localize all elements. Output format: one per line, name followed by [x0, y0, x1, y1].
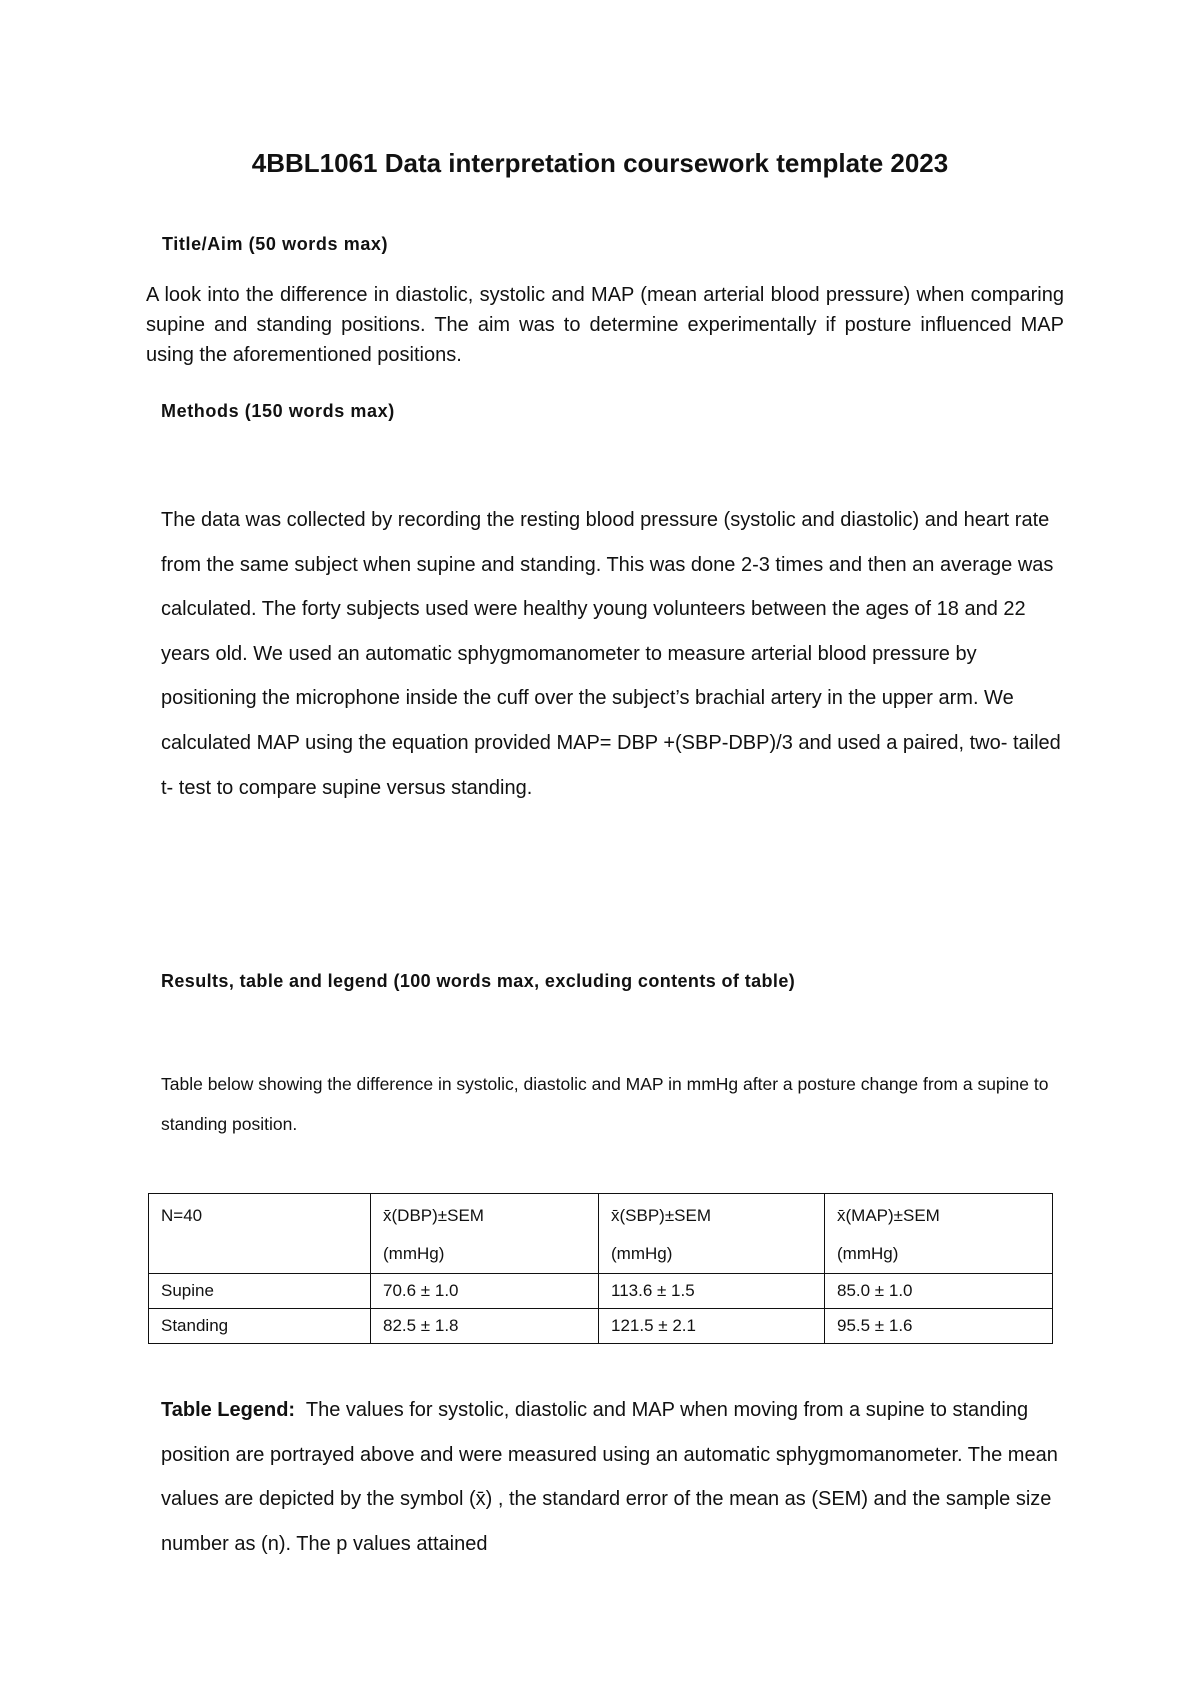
methods-paragraph: The data was collected by recording the resting blood pressure (systolic and diastolic) and heart rate from the same subject when supine and standing. This was done 2-3 times and then an average was calculated. The forty subjects used were healthy young volunteers between the ages of 18 and 22 years old. We used an automatic sphygmomanometer to measure arterial blood pressure by positioning the microphone inside the cuff over the subject’s brachial artery in the upper arm. We calculated MAP using the equation provided MAP= DBP +(SBP-DBP)/3 and used a paired, two- tailed t- test to compare supine versus standing. — [161, 509, 1061, 799]
sbp-cell: 121.5 ± 2.1 — [599, 1309, 825, 1344]
header-cell-line: x̄(DBP)±SEM — [383, 1206, 484, 1225]
header-cell-line: N=40 — [161, 1206, 203, 1225]
table-header-row — [149, 1194, 1053, 1274]
map-cell: 95.5 ± 1.6 — [825, 1309, 1053, 1344]
dbp-cell: 82.5 ± 1.8 — [371, 1309, 599, 1344]
results-table — [148, 1193, 1053, 1344]
aim-heading: Title/Aim (50 words max) — [162, 234, 389, 254]
results-heading: Results, table and legend (100 words max, excluding contents of table) — [161, 971, 796, 991]
map-cell: 85.0 ± 1.0 — [825, 1274, 1053, 1309]
header-cell-unit: (mmHg) — [611, 1244, 673, 1263]
header-cell-unit: (mmHg) — [383, 1244, 445, 1263]
header-cell-n — [149, 1194, 371, 1274]
table-legend-text: The values for systolic, diastolic and MAP when moving from a supine to standing position are portrayed above and were measured using an automatic sphygmomanometer. The mean values are depicted by the symbol (x̄) , the standard error of the mean as (SEM) and the sample size number as (n). The p values attained — [161, 1399, 1058, 1555]
sbp-cell: 113.6 ± 1.5 — [599, 1274, 825, 1309]
table-row — [149, 1274, 1053, 1309]
row-label-cell: Standing — [149, 1309, 371, 1344]
table-legend-label: Table Legend: — [161, 1399, 296, 1421]
header-cell-dbp — [371, 1194, 599, 1274]
table-legend-paragraph — [161, 1388, 1066, 1566]
table-caption: Table below showing the difference in systolic, diastolic and MAP in mmHg after a posture change from a supine to standing position. — [161, 1074, 1049, 1134]
header-cell-unit: (mmHg) — [837, 1244, 899, 1263]
dbp-cell: 70.6 ± 1.0 — [371, 1274, 599, 1309]
header-cell-sbp — [599, 1194, 825, 1274]
methods-heading: Methods (150 words max) — [161, 401, 395, 421]
row-label-cell: Supine — [149, 1274, 371, 1309]
aim-paragraph: A look into the difference in diastolic, systolic and MAP (mean arterial blood pressure) when comparing supine and standing positions. The aim was to determine experimentally if posture influenced MAP using the aforementioned positions. — [146, 284, 1064, 366]
document-title: 4BBL1061 Data interpretation coursework template 2023 — [251, 148, 949, 178]
header-cell-line: x̄(SBP)±SEM — [611, 1206, 712, 1225]
table-row — [149, 1309, 1053, 1344]
header-cell-map — [825, 1194, 1053, 1274]
header-cell-line: x̄(MAP)±SEM — [837, 1206, 940, 1225]
